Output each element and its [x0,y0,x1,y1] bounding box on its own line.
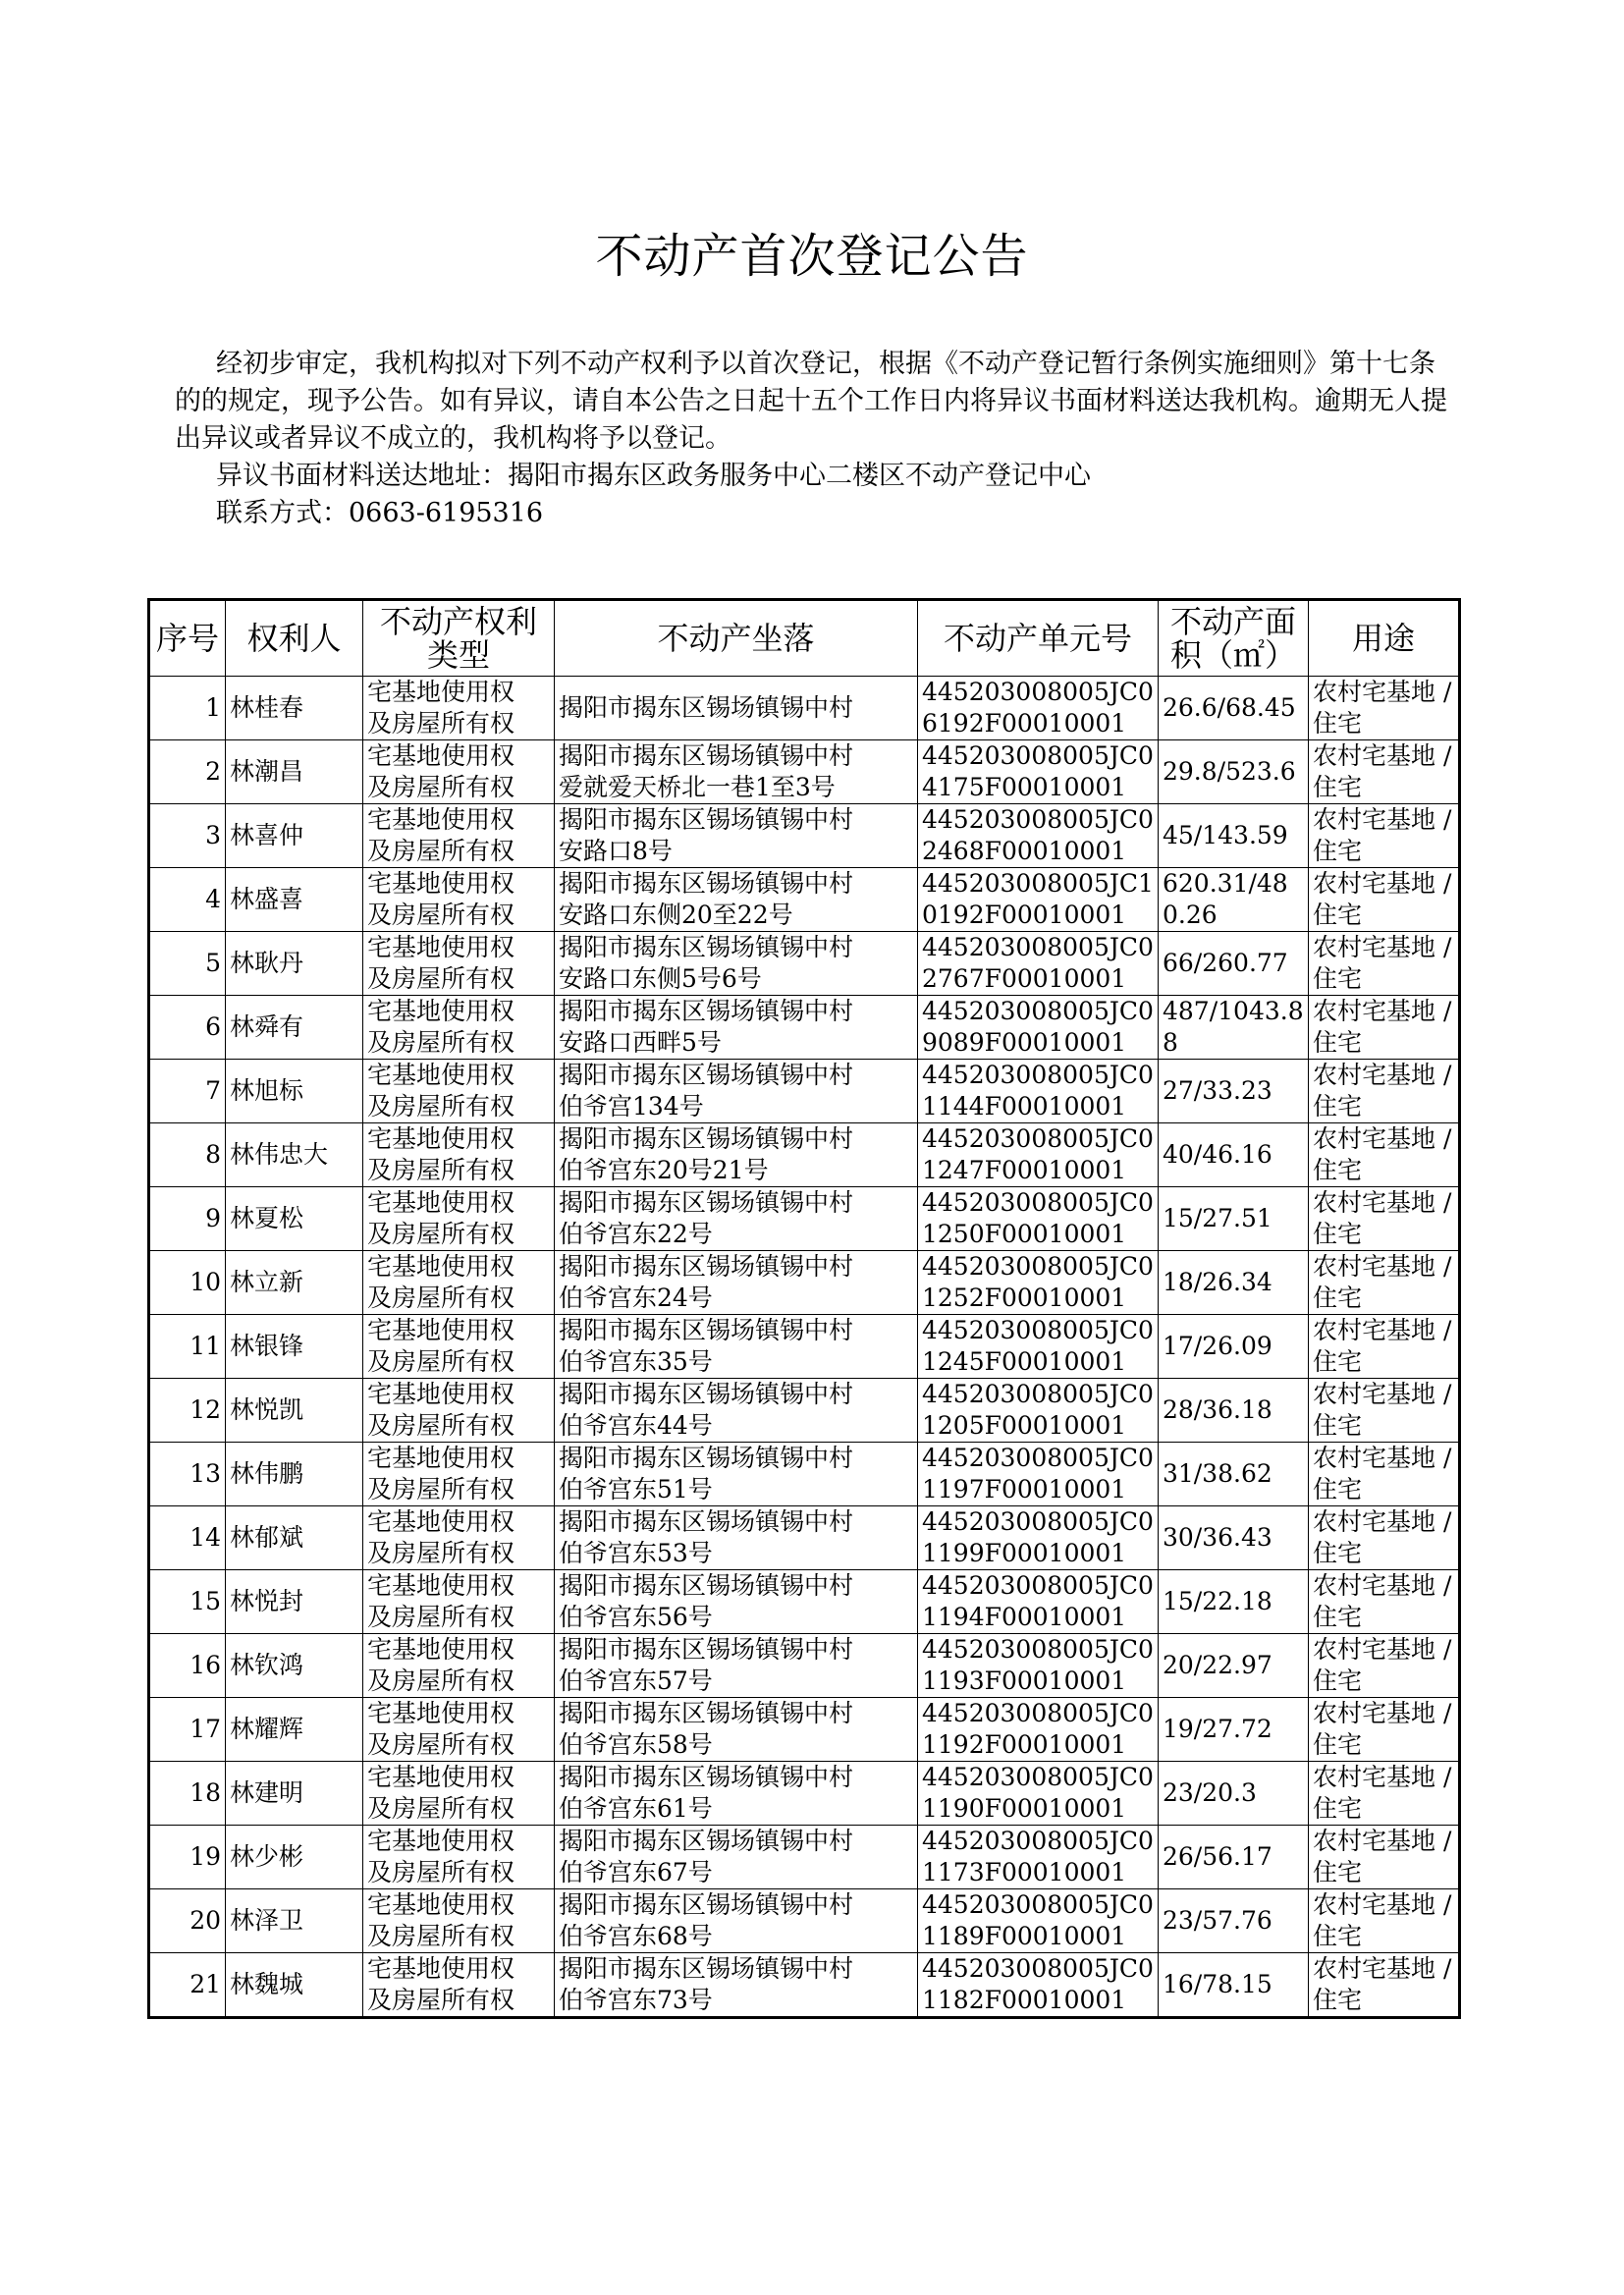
cell-unit-number: 445203008005JC01245F00010001 [918,1315,1159,1379]
location-line-2: 伯爷宫东53号 [559,1539,713,1567]
cell-owner: 林泽卫 [226,1889,363,1953]
cell-seq: 2 [149,740,226,804]
cell-seq: 12 [149,1379,226,1443]
cell-seq: 15 [149,1570,226,1634]
right-type-line-1: 宅基地使用权 [367,1763,515,1791]
table-row [149,1570,1460,1634]
cell-seq: 11 [149,1315,226,1379]
cell-seq: 16 [149,1634,226,1698]
cell-unit-number: 445203008005JC04175F00010001 [918,740,1159,804]
table-row [149,932,1460,996]
cell-seq: 19 [149,1826,226,1889]
cell-owner: 林桂春 [226,677,363,740]
cell-area: 487/1043.88 [1159,996,1309,1060]
cell-area: 27/33.23 [1159,1060,1309,1123]
table-row [149,804,1460,868]
table-row [149,1123,1460,1187]
location-line-1: 揭阳市揭东区锡场镇锡中村 [559,1635,854,1664]
cell-owner: 林伟忠大 [226,1123,363,1187]
objection-address: 异议书面材料送达地址：揭阳市揭东区政务服务中心二楼区不动产登记中心 [216,461,1091,491]
cell-location [555,996,918,1060]
cell-area: 40/46.16 [1159,1123,1309,1187]
right-type-line-1: 宅基地使用权 [367,1507,515,1536]
cell-area: 620.31/480.26 [1159,868,1309,932]
cell-usage: 农村宅基地 / 住宅 [1309,1826,1460,1889]
right-type-line-2: 及房屋所有权 [367,1922,515,1950]
cell-right-type [363,1123,555,1187]
location-line-1: 揭阳市揭东区锡场镇锡中村 [559,1444,854,1472]
cell-owner: 林建明 [226,1762,363,1826]
right-type-line-2: 及房屋所有权 [367,964,515,993]
location-line-1: 揭阳市揭东区锡场镇锡中村 [559,1061,854,1089]
right-type-line-1: 宅基地使用权 [367,997,515,1025]
cell-usage: 农村宅基地 / 住宅 [1309,1889,1460,1953]
location-line-1: 揭阳市揭东区锡场镇锡中村 [559,693,854,722]
cell-usage: 农村宅基地 / 住宅 [1309,1634,1460,1698]
header-seq: 序号 [149,600,226,677]
cell-unit-number: 445203008005JC01199F00010001 [918,1506,1159,1570]
cell-location [555,677,918,740]
location-line-1: 揭阳市揭东区锡场镇锡中村 [559,1252,854,1281]
cell-usage: 农村宅基地 / 住宅 [1309,1123,1460,1187]
cell-right-type [363,1826,555,1889]
location-line-2: 伯爷宫东58号 [559,1730,713,1759]
right-type-line-1: 宅基地使用权 [367,1699,515,1727]
cell-area: 19/27.72 [1159,1698,1309,1762]
cell-right-type [363,1953,555,2018]
cell-right-type [363,677,555,740]
cell-owner: 林立新 [226,1251,363,1315]
location-line-2: 伯爷宫东44号 [559,1411,713,1440]
cell-right-type [363,1634,555,1698]
header-location: 不动产坐落 [555,600,918,677]
cell-location [555,1762,918,1826]
right-type-line-2: 及房屋所有权 [367,1986,515,2014]
cell-right-type [363,1060,555,1123]
cell-usage: 农村宅基地 / 住宅 [1309,1060,1460,1123]
cell-unit-number: 445203008005JC01193F00010001 [918,1634,1159,1698]
cell-seq: 6 [149,996,226,1060]
table-row [149,1315,1460,1379]
registration-table [147,598,1461,2019]
right-type-line-1: 宅基地使用权 [367,869,515,898]
location-line-1: 揭阳市揭东区锡场镇锡中村 [559,1316,854,1344]
right-type-line-2: 及房屋所有权 [367,837,515,865]
cell-usage: 农村宅基地 / 住宅 [1309,932,1460,996]
cell-location [555,1315,918,1379]
cell-owner: 林耿丹 [226,932,363,996]
cell-seq: 21 [149,1953,226,2018]
table-row [149,740,1460,804]
location-line-2: 安路口东侧5号6号 [559,964,762,993]
location-line-2: 安路口东侧20至22号 [559,901,793,929]
cell-seq: 1 [149,677,226,740]
location-line-1: 揭阳市揭东区锡场镇锡中村 [559,1699,854,1727]
cell-owner: 林耀辉 [226,1698,363,1762]
location-line-2: 伯爷宫东51号 [559,1475,713,1503]
intro-paragraph: 经初步审定，我机构拟对下列不动产权利予以首次登记，根据《不动产登记暂行条例实施细则》第十七条的的规定，现予公告。如有异议，请自本公告之日起十五个工作日内将异议书面材料送达我机构。逾期无人提出异议或者异议不成立的，我机构将予以登记。 [175,349,1447,454]
right-type-line-2: 及房屋所有权 [367,1667,515,1695]
table-row [149,1379,1460,1443]
location-line-2: 伯爷宫东22号 [559,1220,713,1248]
right-type-line-2: 及房屋所有权 [367,1794,515,1823]
right-type-line-2: 及房屋所有权 [367,1603,515,1631]
cell-owner: 林郁斌 [226,1506,363,1570]
right-type-line-1: 宅基地使用权 [367,805,515,834]
cell-usage: 农村宅基地 / 住宅 [1309,1315,1460,1379]
right-type-line-2: 及房屋所有权 [367,1475,515,1503]
cell-seq: 13 [149,1443,226,1506]
location-line-2: 伯爷宫东20号21号 [559,1156,769,1184]
header-usage: 用途 [1309,600,1460,677]
cell-usage: 农村宅基地 / 住宅 [1309,804,1460,868]
location-line-2: 伯爷宫东68号 [559,1922,713,1950]
right-type-line-1: 宅基地使用权 [367,1954,515,1983]
header-right-type: 不动产权利类型 [363,600,555,677]
cell-usage: 农村宅基地 / 住宅 [1309,1251,1460,1315]
cell-area: 23/57.76 [1159,1889,1309,1953]
right-type-line-2: 及房屋所有权 [367,1858,515,1886]
cell-location [555,1953,918,2018]
right-type-line-1: 宅基地使用权 [367,1124,515,1153]
cell-usage: 农村宅基地 / 住宅 [1309,677,1460,740]
cell-usage: 农村宅基地 / 住宅 [1309,1379,1460,1443]
table-row [149,996,1460,1060]
cell-right-type [363,1889,555,1953]
right-type-line-1: 宅基地使用权 [367,933,515,961]
cell-unit-number: 445203008005JC01144F00010001 [918,1060,1159,1123]
cell-owner: 林舜有 [226,996,363,1060]
cell-unit-number: 445203008005JC01247F00010001 [918,1123,1159,1187]
right-type-line-1: 宅基地使用权 [367,678,515,706]
location-line-1: 揭阳市揭东区锡场镇锡中村 [559,997,854,1025]
right-type-line-2: 及房屋所有权 [367,1730,515,1759]
location-line-2: 爱就爱天桥北一巷1至3号 [559,773,836,801]
contact-info: 联系方式：0663-6195316 [216,498,544,528]
right-type-line-2: 及房屋所有权 [367,1347,515,1376]
header-area: 不动产面积（㎡） [1159,600,1309,677]
right-type-line-1: 宅基地使用权 [367,1444,515,1472]
cell-usage: 农村宅基地 / 住宅 [1309,868,1460,932]
right-type-line-1: 宅基地使用权 [367,1316,515,1344]
cell-owner: 林夏松 [226,1187,363,1251]
cell-location [555,1379,918,1443]
right-type-line-1: 宅基地使用权 [367,1061,515,1089]
location-line-2: 安路口8号 [559,837,673,865]
cell-unit-number: 445203008005JC01250F00010001 [918,1187,1159,1251]
cell-unit-number: 445203008005JC01197F00010001 [918,1443,1159,1506]
cell-area: 66/260.77 [1159,932,1309,996]
location-line-2: 伯爷宫东24号 [559,1284,713,1312]
cell-right-type [363,1187,555,1251]
table-row [149,1889,1460,1953]
location-line-2: 伯爷宫东57号 [559,1667,713,1695]
cell-right-type [363,1698,555,1762]
cell-location [555,1251,918,1315]
cell-location [555,1443,918,1506]
right-type-line-2: 及房屋所有权 [367,1092,515,1120]
cell-location [555,1698,918,1762]
table-row [149,1506,1460,1570]
location-line-1: 揭阳市揭东区锡场镇锡中村 [559,1380,854,1408]
right-type-line-2: 及房屋所有权 [367,1220,515,1248]
cell-area: 26.6/68.45 [1159,677,1309,740]
cell-unit-number: 445203008005JC01189F00010001 [918,1889,1159,1953]
cell-area: 15/22.18 [1159,1570,1309,1634]
cell-owner: 林盛喜 [226,868,363,932]
cell-owner: 林伟鹏 [226,1443,363,1506]
cell-seq: 9 [149,1187,226,1251]
location-line-1: 揭阳市揭东区锡场镇锡中村 [559,741,854,770]
cell-seq: 5 [149,932,226,996]
cell-right-type [363,1251,555,1315]
table-row [149,1826,1460,1889]
cell-area: 29.8/523.6 [1159,740,1309,804]
right-type-line-2: 及房屋所有权 [367,901,515,929]
cell-right-type [363,1570,555,1634]
table-row [149,1634,1460,1698]
cell-seq: 20 [149,1889,226,1953]
cell-location [555,1506,918,1570]
right-type-line-2: 及房屋所有权 [367,709,515,738]
cell-owner: 林潮昌 [226,740,363,804]
cell-owner: 林喜仲 [226,804,363,868]
cell-area: 23/20.3 [1159,1762,1309,1826]
cell-owner: 林悦封 [226,1570,363,1634]
cell-unit-number: 445203008005JC09089F00010001 [918,996,1159,1060]
cell-right-type [363,804,555,868]
cell-unit-number: 445203008005JC02468F00010001 [918,804,1159,868]
cell-location [555,932,918,996]
announcement-body [175,346,1451,532]
table-row [149,1251,1460,1315]
right-type-line-1: 宅基地使用权 [367,1252,515,1281]
cell-unit-number: 445203008005JC06192F00010001 [918,677,1159,740]
cell-area: 31/38.62 [1159,1443,1309,1506]
cell-unit-number: 445203008005JC01190F00010001 [918,1762,1159,1826]
location-line-2: 伯爷宫东61号 [559,1794,713,1823]
location-line-2: 伯爷宫134号 [559,1092,704,1120]
cell-seq: 7 [149,1060,226,1123]
cell-right-type [363,1315,555,1379]
cell-location [555,1826,918,1889]
cell-location [555,804,918,868]
table-row [149,1443,1460,1506]
right-type-line-2: 及房屋所有权 [367,1539,515,1567]
cell-area: 28/36.18 [1159,1379,1309,1443]
cell-location [555,1187,918,1251]
cell-owner: 林钦鸿 [226,1634,363,1698]
cell-unit-number: 445203008005JC01205F00010001 [918,1379,1159,1443]
right-type-line-2: 及房屋所有权 [367,773,515,801]
cell-usage: 农村宅基地 / 住宅 [1309,1443,1460,1506]
location-line-1: 揭阳市揭东区锡场镇锡中村 [559,869,854,898]
cell-area: 16/78.15 [1159,1953,1309,2018]
location-line-1: 揭阳市揭东区锡场镇锡中村 [559,1188,854,1217]
cell-area: 45/143.59 [1159,804,1309,868]
right-type-line-2: 及房屋所有权 [367,1411,515,1440]
table-row [149,677,1460,740]
cell-area: 20/22.97 [1159,1634,1309,1698]
cell-owner: 林银锋 [226,1315,363,1379]
cell-area: 17/26.09 [1159,1315,1309,1379]
cell-unit-number: 445203008005JC01252F00010001 [918,1251,1159,1315]
cell-unit-number: 445203008005JC01173F00010001 [918,1826,1159,1889]
cell-usage: 农村宅基地 / 住宅 [1309,1570,1460,1634]
cell-seq: 4 [149,868,226,932]
cell-location [555,868,918,932]
location-line-1: 揭阳市揭东区锡场镇锡中村 [559,1124,854,1153]
cell-usage: 农村宅基地 / 住宅 [1309,1187,1460,1251]
right-type-line-1: 宅基地使用权 [367,1635,515,1664]
location-line-1: 揭阳市揭东区锡场镇锡中村 [559,1827,854,1855]
location-line-1: 揭阳市揭东区锡场镇锡中村 [559,1954,854,1983]
cell-usage: 农村宅基地 / 住宅 [1309,740,1460,804]
right-type-line-1: 宅基地使用权 [367,1380,515,1408]
location-line-2: 伯爷宫东35号 [559,1347,713,1376]
location-line-2: 伯爷宫东73号 [559,1986,713,2014]
cell-usage: 农村宅基地 / 住宅 [1309,1698,1460,1762]
location-line-2: 安路口西畔5号 [559,1028,722,1057]
cell-usage: 农村宅基地 / 住宅 [1309,996,1460,1060]
right-type-line-1: 宅基地使用权 [367,1188,515,1217]
cell-right-type [363,1762,555,1826]
cell-owner: 林旭标 [226,1060,363,1123]
cell-area: 26/56.17 [1159,1826,1309,1889]
cell-usage: 农村宅基地 / 住宅 [1309,1953,1460,2018]
table-row [149,1060,1460,1123]
right-type-line-1: 宅基地使用权 [367,1827,515,1855]
cell-location [555,1570,918,1634]
location-line-1: 揭阳市揭东区锡场镇锡中村 [559,805,854,834]
location-line-1: 揭阳市揭东区锡场镇锡中村 [559,1571,854,1600]
right-type-line-2: 及房屋所有权 [367,1284,515,1312]
cell-right-type [363,868,555,932]
table-row [149,1953,1460,2018]
table-row [149,1698,1460,1762]
cell-location [555,1123,918,1187]
location-line-1: 揭阳市揭东区锡场镇锡中村 [559,1763,854,1791]
cell-right-type [363,1506,555,1570]
cell-seq: 14 [149,1506,226,1570]
right-type-line-1: 宅基地使用权 [367,741,515,770]
page-title: 不动产首次登记公告 [595,229,1029,284]
cell-right-type [363,740,555,804]
location-line-1: 揭阳市揭东区锡场镇锡中村 [559,1507,854,1536]
right-type-line-2: 及房屋所有权 [367,1156,515,1184]
cell-area: 15/27.51 [1159,1187,1309,1251]
cell-location [555,1634,918,1698]
cell-right-type [363,932,555,996]
table-row [149,868,1460,932]
table-row [149,1187,1460,1251]
cell-right-type [363,1379,555,1443]
cell-area: 18/26.34 [1159,1251,1309,1315]
cell-unit-number: 445203008005JC01194F00010001 [918,1570,1159,1634]
cell-usage: 农村宅基地 / 住宅 [1309,1762,1460,1826]
location-line-2: 伯爷宫东67号 [559,1858,713,1886]
table-row [149,1762,1460,1826]
cell-owner: 林少彬 [226,1826,363,1889]
cell-owner: 林悦凯 [226,1379,363,1443]
cell-location [555,1060,918,1123]
cell-seq: 17 [149,1698,226,1762]
table-header-row [149,600,1460,677]
cell-owner: 林魏城 [226,1953,363,2018]
location-line-1: 揭阳市揭东区锡场镇锡中村 [559,933,854,961]
cell-unit-number: 445203008005JC02767F00010001 [918,932,1159,996]
header-unit-number: 不动产单元号 [918,600,1159,677]
right-type-line-1: 宅基地使用权 [367,1571,515,1600]
location-line-2: 伯爷宫东56号 [559,1603,713,1631]
cell-unit-number: 445203008005JC01192F00010001 [918,1698,1159,1762]
cell-unit-number: 445203008005JC10192F00010001 [918,868,1159,932]
cell-seq: 8 [149,1123,226,1187]
cell-seq: 18 [149,1762,226,1826]
header-owner: 权利人 [226,600,363,677]
cell-seq: 3 [149,804,226,868]
right-type-line-1: 宅基地使用权 [367,1890,515,1919]
cell-right-type [363,1443,555,1506]
cell-seq: 10 [149,1251,226,1315]
cell-area: 30/36.43 [1159,1506,1309,1570]
cell-usage: 农村宅基地 / 住宅 [1309,1506,1460,1570]
cell-location [555,740,918,804]
cell-right-type [363,996,555,1060]
cell-unit-number: 445203008005JC01182F00010001 [918,1953,1159,2018]
right-type-line-2: 及房屋所有权 [367,1028,515,1057]
location-line-1: 揭阳市揭东区锡场镇锡中村 [559,1890,854,1919]
cell-location [555,1889,918,1953]
